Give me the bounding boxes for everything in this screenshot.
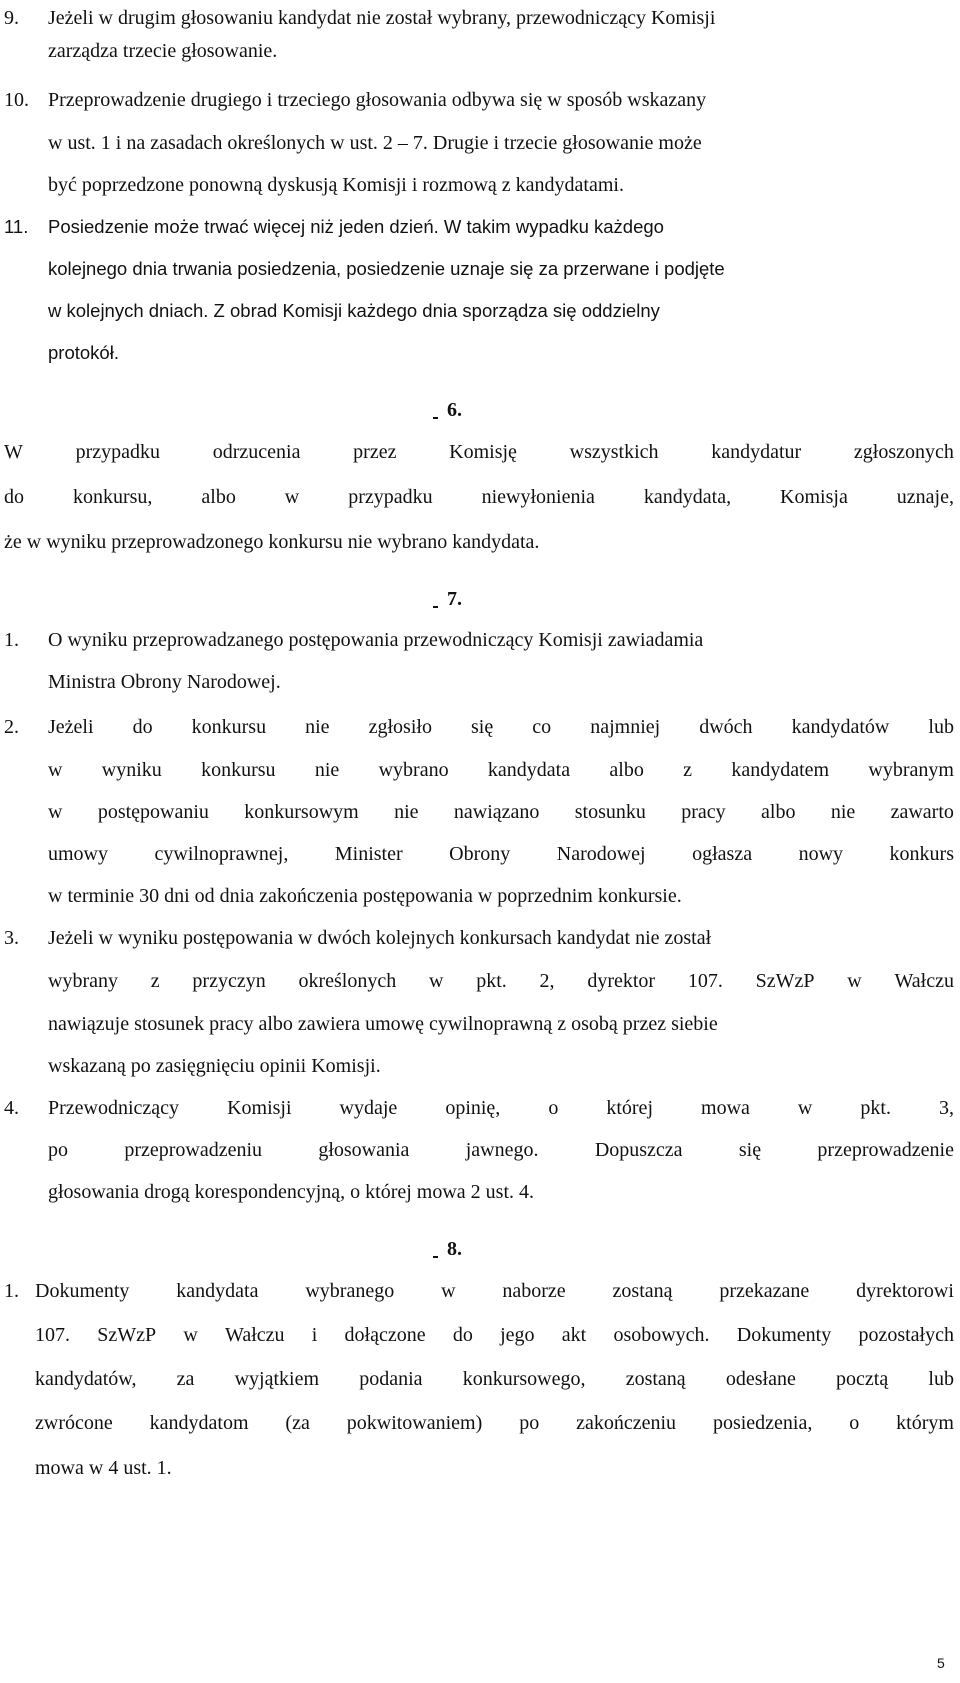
s7-p2-line-1 (48, 715, 954, 739)
s7-p2-number: 2. (4, 716, 19, 738)
word: Narodowej (556, 843, 646, 865)
word: dwóch (699, 716, 753, 738)
section-sign-icon (433, 1237, 445, 1261)
page-number: 5 (937, 1655, 945, 1671)
word: kandydata (487, 759, 571, 781)
word: kandydatur (711, 441, 802, 463)
word: dyrektor (587, 970, 656, 992)
s7-p4-number: 4. (4, 1097, 19, 1119)
word: Obrony (449, 843, 511, 865)
s8-p1-number: 1. (4, 1280, 19, 1302)
section-sign-icon (433, 587, 445, 611)
s7-p3-line-3: nawiązuje stosunek pracy albo zawiera umowę cywilnoprawną z osobą przez siebie (48, 1013, 718, 1035)
word: w (284, 486, 300, 508)
item-10-line-1: Przeprowadzenie drugiego i trzeciego głosowania odbywa się w sposób wskazany (48, 89, 707, 111)
word: kandydatów (791, 716, 890, 738)
word: Komisji (227, 1097, 292, 1119)
word: nie (305, 716, 330, 738)
word: lub (928, 1368, 954, 1390)
word: albo (609, 759, 644, 781)
word: z (150, 970, 160, 992)
word: dyrektorowi (856, 1280, 954, 1302)
word: zawarto (890, 801, 954, 823)
word: opinię, (445, 1097, 501, 1119)
s7-p2-line-3 (48, 800, 954, 824)
word: do (452, 1324, 473, 1346)
word: pkt. (476, 970, 507, 992)
word: zostaną (625, 1368, 686, 1390)
word: się (471, 716, 494, 738)
word: zostaną (612, 1280, 673, 1302)
word: Wałczu (894, 970, 954, 992)
word: umowy (48, 843, 108, 865)
word: cywilnoprawnej, (154, 843, 289, 865)
word: albo (201, 486, 236, 508)
word: przeprowadzenie (817, 1139, 954, 1161)
word: przyczyn (192, 970, 266, 992)
section-6-line-2 (4, 485, 954, 509)
word: Przewodniczący (48, 1097, 180, 1119)
word: mowa (701, 1097, 750, 1119)
word: i (311, 1324, 318, 1346)
word: nowy (798, 843, 844, 865)
s8-p1-line-3 (35, 1367, 954, 1391)
word: określonych (298, 970, 397, 992)
section-6-line-1 (4, 440, 954, 464)
word: z (683, 759, 693, 781)
word: W (4, 441, 23, 463)
word: konkurs (889, 843, 954, 865)
word: w (441, 1280, 456, 1302)
word: Dokumenty (35, 1280, 130, 1302)
s7-p2-line-5: w terminie 30 dni od dnia zakończenia postępowania w poprzednim konkursie. (48, 885, 682, 907)
word: akt (561, 1324, 587, 1346)
word: wyjątkiem (234, 1368, 320, 1390)
word: odrzucenia (212, 441, 301, 463)
s8-p1-line-1 (35, 1279, 954, 1303)
s8-p1-line-4 (35, 1411, 954, 1435)
item-11-line-1: Posiedzenie może trwać więcej niż jeden dzień. W takim wypadku każdego (48, 216, 664, 237)
item-11-line-4: protokół. (48, 342, 119, 363)
section-7-heading: 7. (433, 587, 462, 611)
s7-p3-line-4: wskazaną po zasięgnięciu opinii Komisji. (48, 1055, 381, 1077)
word: wydaje (339, 1097, 398, 1119)
word: do (132, 716, 153, 738)
word: albo (761, 801, 796, 823)
s7-p3-number: 3. (4, 927, 19, 949)
word: jego (500, 1324, 535, 1346)
word: przez (353, 441, 397, 463)
s7-p4-line-2 (48, 1138, 954, 1162)
word: najmniej (590, 716, 661, 738)
word: Wałczu (225, 1324, 285, 1346)
word: co (532, 716, 552, 738)
word: uznaje, (896, 486, 954, 508)
word: nie (394, 801, 419, 823)
word: Jeżeli (48, 716, 94, 738)
word: Dopuszcza (594, 1139, 683, 1161)
word: zgłosiło (368, 716, 432, 738)
word: kandydata (176, 1280, 259, 1302)
word: dołączone (344, 1324, 426, 1346)
word: konkursowego, (462, 1368, 586, 1390)
word: 3, (938, 1097, 954, 1119)
word: (za (285, 1412, 310, 1434)
s7-p3-line-2 (48, 969, 954, 993)
word: wszystkich (569, 441, 659, 463)
word: nie (314, 759, 340, 781)
word: po (48, 1139, 68, 1161)
item-10-number: 10. (4, 89, 29, 111)
s8-p1-line-2 (35, 1323, 954, 1347)
item-9-number: 9. (4, 7, 19, 29)
word: SzWzP (755, 970, 815, 992)
word: pracy (681, 801, 726, 823)
word: Minister (334, 843, 403, 865)
word: w (48, 801, 63, 823)
word: pkt. (860, 1097, 891, 1119)
word: nawiązano (453, 801, 540, 823)
item-11-number: 11. (4, 216, 29, 237)
word: której (606, 1097, 653, 1119)
section-6-line-3: że w wyniku przeprowadzonego konkursu nie wybrano kandydata. (4, 531, 540, 553)
word: kandydatem (731, 759, 830, 781)
word: pokwitowaniem) (346, 1412, 483, 1434)
section-6-heading: 6. (433, 398, 462, 422)
word: w (183, 1324, 198, 1346)
item-11-line-3: w kolejnych dniach. Z obrad Komisji każdego dnia sporządza się oddzielny (48, 300, 660, 321)
word: kandydata, (643, 486, 732, 508)
s7-p1-line-2: Ministra Obrony Narodowej. (48, 671, 281, 693)
word: konkursu, (72, 486, 153, 508)
word: Dokumenty (736, 1324, 832, 1346)
word: do (4, 486, 24, 508)
word: głosowania (318, 1139, 410, 1161)
item-9-line-2: zarządza trzecie głosowanie. (48, 40, 278, 62)
word: naborze (502, 1280, 566, 1302)
word: pozostałych (858, 1324, 954, 1346)
item-11-line-2: kolejnego dnia trwania posiedzenia, posiedzenie uznaje się za przerwane i podjęte (48, 258, 725, 279)
s7-p1-number: 1. (4, 629, 19, 651)
word: odesłane (725, 1368, 796, 1390)
section-sign-icon (433, 398, 445, 422)
word: postępowaniu (97, 801, 209, 823)
word: się (738, 1139, 762, 1161)
item-9-line-1: Jeżeli w drugim głosowaniu kandydat nie został wybrany, przewodniczący Komisji (48, 7, 716, 29)
word: Komisję (449, 441, 517, 463)
word: 107. (35, 1324, 70, 1346)
word: kandydatów, (35, 1368, 137, 1390)
word: niewyłonienia (481, 486, 595, 508)
word: konkursu (191, 716, 267, 738)
word: o (548, 1097, 559, 1119)
word: w (48, 759, 63, 781)
word: konkursowym (244, 801, 359, 823)
word: lub (928, 716, 954, 738)
word: wybranego (305, 1280, 395, 1302)
word: przekazane (719, 1280, 810, 1302)
word: wyniku (101, 759, 162, 781)
s7-p2-line-2 (48, 758, 954, 782)
word: zgłoszonych (853, 441, 954, 463)
word: za (176, 1368, 195, 1390)
word: po (519, 1412, 540, 1434)
word: w (429, 970, 444, 992)
word: w (847, 970, 862, 992)
word: podania (359, 1368, 423, 1390)
word: przypadku (75, 441, 161, 463)
s7-p1-line-1: O wyniku przeprowadzanego postępowania przewodniczący Komisji zawiadamia (48, 629, 704, 651)
word: SzWzP (97, 1324, 157, 1346)
item-10-line-2: w ust. 1 i na zasadach określonych w ust. 2 – 7. Drugie i trzecie głosowanie może (48, 132, 702, 154)
word: wybrano (378, 759, 449, 781)
s7-p4-line-1 (48, 1096, 954, 1120)
word: pocztą (836, 1368, 889, 1390)
word: którym (896, 1412, 954, 1434)
word: konkursu (201, 759, 276, 781)
word: ogłasza (692, 843, 753, 865)
word: wybrany (48, 970, 118, 992)
word: 107. (687, 970, 723, 992)
s8-p1-line-5: mowa w 4 ust. 1. (35, 1457, 172, 1479)
word: zwrócone (35, 1412, 113, 1434)
s7-p4-line-3: głosowania drogą korespondencyjną, o której mowa 2 ust. 4. (48, 1181, 535, 1203)
word: nie (830, 801, 856, 823)
word: kandydatom (149, 1412, 249, 1434)
word: wybranym (868, 759, 954, 781)
word: w (797, 1097, 813, 1119)
word: przeprowadzeniu (124, 1139, 263, 1161)
word: o (849, 1412, 860, 1434)
s7-p3-line-1: Jeżeli w wyniku postępowania w dwóch kolejnych konkursach kandydat nie został (48, 927, 712, 949)
word: Komisja (780, 486, 848, 508)
word: jawnego. (465, 1139, 539, 1161)
word: posiedzenia, (712, 1412, 813, 1434)
item-10-line-3: być poprzedzone ponowną dyskusją Komisji i rozmową z kandydatami. (48, 174, 624, 196)
s7-p2-line-4 (48, 842, 954, 866)
word: osobowych. (613, 1324, 710, 1346)
word: 2, (539, 970, 555, 992)
word: stosunku (574, 801, 646, 823)
word: przypadku (348, 486, 433, 508)
section-8-heading: 8. (433, 1237, 462, 1261)
word: zakończeniu (576, 1412, 677, 1434)
